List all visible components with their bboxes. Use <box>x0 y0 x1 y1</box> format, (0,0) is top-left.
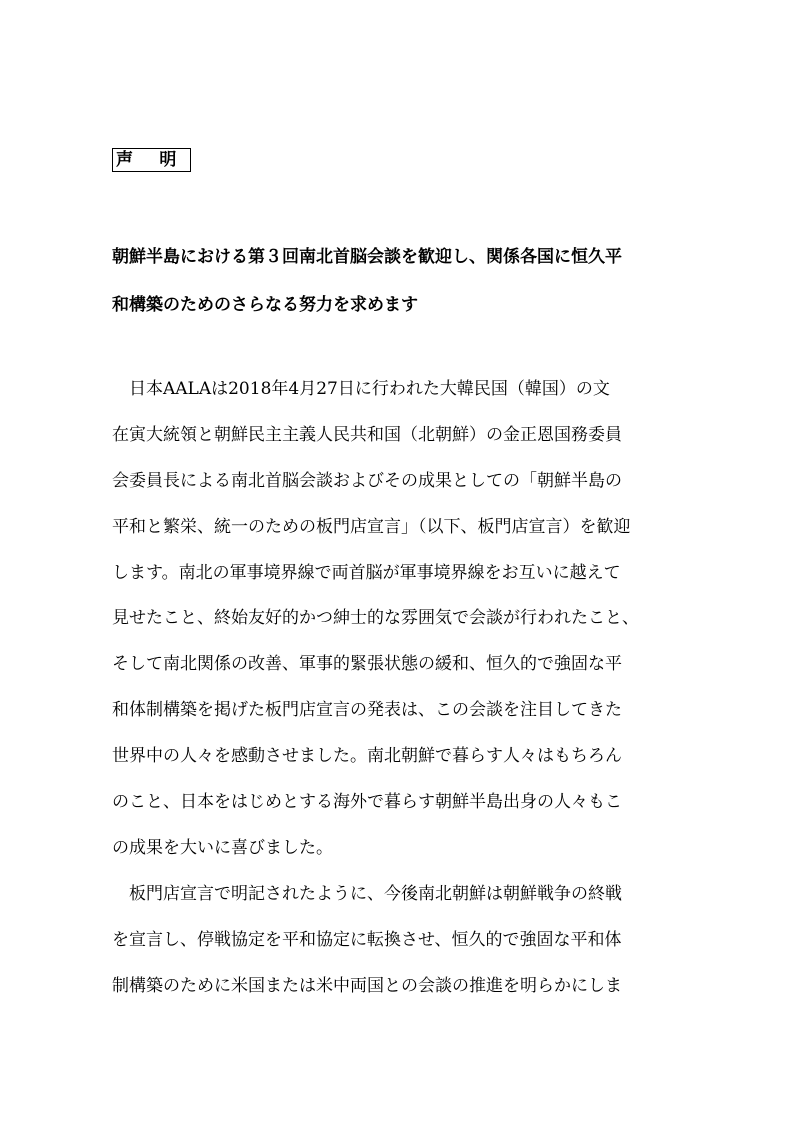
body-line: の成果を大いに喜びました。 <box>112 837 333 858</box>
statement-label: 声 明 <box>112 148 191 172</box>
body-line: 和体制構築を掲げた板門店宣言の発表は、この会談を注目してきた <box>112 700 622 721</box>
document-body <box>112 367 692 1009</box>
body-line: 平和と繁栄、統一のための板門店宣言」（以下、板門店宣言）を歓迎 <box>112 516 631 537</box>
title-line-2: 和構築のためのさらなる努力を求めます <box>112 295 418 315</box>
document-title <box>112 233 692 329</box>
body-line: 日本AALAは2018年4月27日に行われた大韓民国（韓国）の文 <box>112 379 610 399</box>
body-line: 見せたこと、終始友好的かつ紳士的な雰囲気で会談が行われたこと、 <box>112 608 639 629</box>
title-line-1: 朝鮮半島における第３回南北首脳会談を歓迎し、関係各国に恒久平 <box>112 247 622 267</box>
body-line: 在寅大統領と朝鮮民主主義人民共和国（北朝鮮）の金正恩国務委員 <box>112 424 622 445</box>
body-line: のこと、日本をはじめとする海外で暮らす朝鮮半島出身の人々もこ <box>112 792 622 813</box>
body-line: 制構築のために米国または米中両国との会談の推進を明らかにしま <box>112 975 622 996</box>
body-line: 会委員長による南北首脳会談およびその成果としての「朝鮮半島の <box>112 470 622 491</box>
body-line: を宣言し、停戦協定を平和協定に転換させ、恒久的で強固な平和体 <box>112 929 622 950</box>
body-line: 世界中の人々を感動させました。南北朝鮮で暮らす人々はもちろん <box>112 746 622 767</box>
body-line: 板門店宣言で明記されたように、今後南北朝鮮は朝鮮戦争の終戦 <box>112 883 622 904</box>
body-line: します。南北の軍事境界線で両首脳が軍事境界線をお互いに越えて <box>112 562 621 583</box>
body-line: そして南北関係の改善、軍事的緊張状態の緩和、恒久的で強固な平 <box>112 654 622 675</box>
